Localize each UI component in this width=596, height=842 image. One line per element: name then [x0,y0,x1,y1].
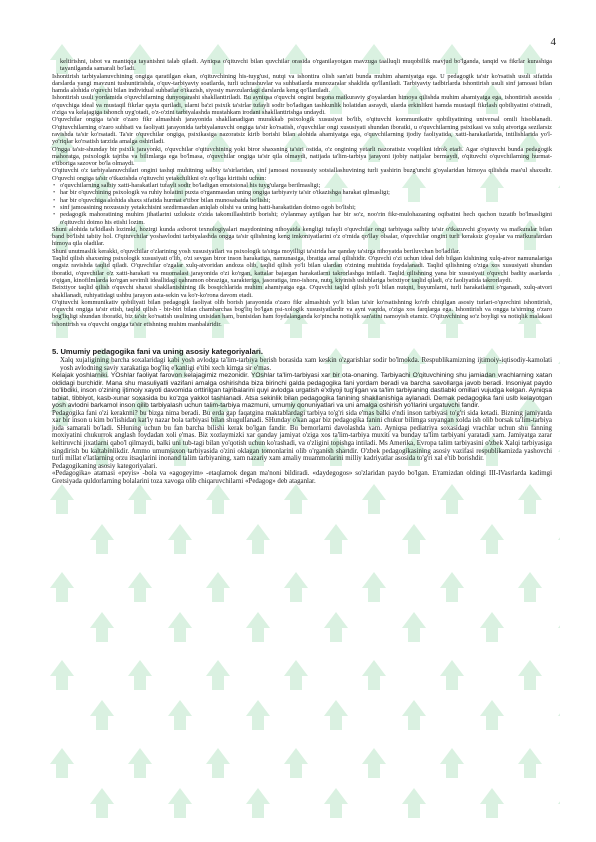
paragraph: O'qituvchi o'z tarbiyalanuvchilari ongini tashqi muhitning salbiy ta'sirlaridan, sinf jamoasi noxususiy sotsiallashuvining turli yashirin buzg'unchi g'oyalaridan himoya qilishda mas'ul shaxsdir. O'quvchi ongiga ta'sir o'tkazishda o'qituvchi yetakchilikni o'z qo'liga kiritishi uchun: [52,167,552,182]
list-item: • har bir o'quvchining psixologik va ruhiy holatini puxta o'rganmasdan uning ongiga tarbiyaviy ta'sir o'tkazishga harakat qilmasligi; [52,189,552,196]
paragraph: «Pedagogika» atamasi «peyis» -bola va «agogeyim» -etaqlamok degan ma'noni bildiradi. «daydegogos» so'zlaridan paydo bo'lgan. E'ramizdan oldingi III-IVasrlarda kadimgi Gretsiyada quldorlarning bolalarini toza xavoga olib chiqaruvchilarni «Pedagog» deb ataganlar. [52,470,552,485]
subheading: Pedagogikaning asosiy kategoriyalari. [52,462,158,470]
paragraph: O'ngga ta'sir-shunday bir psixik jarayonki, o'quvchilar o'qituvchining yoki biror shaxsning ta'siri ostida, o'z ongining yetarli nazoratisiz voqelikni idrok etadi. Agar o'qituvchi bunda pedagogik mahoratga, psixologik tajriba va bilimlarga ega bo'lmasa, o'quvchilar ongiga ta'sir qila olmaydi, natijada ta'lim-tarbiya jarayoni ijobiy natijalar bermaydi, o'qituvchi o'quvchilarning hurmat-e'tiboriga sazovor bo'la olmaydi. [52,145,552,168]
list-item: • o'quvchilarning salbiy xatti-harakatlari tufayli sodir bo'ladigan emotsional his tuyg'ularga berilmasligi; [52,182,552,189]
list-item: • har bir o'quvchiga alohida shaxs sifatida hurmat e'tibor bilan munosabatda bo'lishi; [52,197,552,204]
paragraph: O'quvchilar ongiga ta'sir o'zaro fikr almashish jarayonida shakllanadigan murakkab psixologik xususiyat bo'lib, o'qituvchi kommunikativ qobiliyatining universal omili hisoblanadi. O'qituvchilarning o'zaro suhbati va faoliyati jarayonida tarbiyalanuvchi ongiga ta'sir ko'rsatish, o'quvchilar ongi xususiyati shundan iboratki, u o'quvchilarning psixikasi va xulq atvoriga sezilarsiz ravishda ta'sir ko'rsatadi. Ta'sir o'quvchilar ongiga, psixikasiga nazoratsiz kirib borishi bilan alohida ahamiyatga ega, o'quvchilarning ijodiy faoliyatida, xatti-harakatlarida, intilishlarida yo'l-yo'riqlar ko'rsatish tarzida amalga oshiriladi. [52,116,552,146]
paragraph: keltirishni, isbot va mantiqqa tayanishni talab qiladi. Ayniqsa o'qituvchi bilan quvchilar orasida o'rganilayotgan mavzuga taalluqli muqobillik mavjud bo'lganda, tanqid va fikrlar kurashiga tayanilganda samarali bo'ladi. [60,58,552,73]
bullet-list [52,182,552,226]
paragraph: Shuni alohida ta'kidlash lozimki, hozirgi kunda axborot texnologiyalari maydonining nihoyatda kengligi tufayli o'quvchilar ongi tarbiyaga salbiy ta'sir o'tkazuvchi g'oyaviy va mafkuralar bilan band bo'lishi tabiiy hol. O'qituvchilar yoshavlodni tarbiyalashda ongga ta'sir qilishning keng imkoniyatlarini o'z o'rnida qo'llay olsalar, o'quvchilar ongini turli keraksiz g'oyalar va mafkuralardan himoya qila oladilar. [52,225,552,248]
paragraph: Pedagogika fani o'zi keraknni? bu bizga nima beradi. Bu erda gap faqatgina maktablardagi tarbiya to'g'ri sida e'mas balki e'ndi inson tarbiyasi to'g'ri sida ketadi. Bizning jamiyatda xar bir inson u kim bo'lishidan kat'iy nazar bola tarbiyasi bilan shugullanadi. SHunday o'kan agar biz pedagogika fanini chukur bilimga suyangan xolda ish olib borsak ta'lim-tarbiya juda samarali bo'ladi. SHuning uchun bu fan barcha bilishi kerak bo'lgan fandir. Bu bemorlarni davolashda xam. Ayniqsa pediatriya soxasidagi vrachlar uchun shu fanning moxiyatini chukurrok anglash foydadan xoli e'mas. Biz xozlaymizki xar qanday jamiyat o'ziga xos ta'lim-tarbiya muxiti va bunday ta'lim tarbiyani yaratadi xam. Jamiyatga zarar keltiruvchi jixatlarni qabo'l qilmaydi, balki uni tub-tagi bilan yo'qotish uchun ko'rashadi, va o'zligini topishga intiladi. Ms Amerika, Evropa talim tarbiyasini o'zbek Xalqi tarbiyasiga singdirish bu kaltabinlikdir. Ammo umumjaxon tarbiyasida o'zini oklagan tomonlarini olib o'rganish shartdir. O'zbek pedagogikasining asosiy vazifasi respublikamizda yashovchi turli millat e'latlarning orzu itsaqlarini inonand talim tarbiyaning, xam nazariy xam amaliy muammolarini milliy kadriyatlar asosida to'g'ri xal e'tib borishdir. [52,409,552,463]
paragraph: O'qituvchi kommunikativ qobiliyati bilan pedagogik faoliyat olib borish jarayonida o'zaro fikr almashish yo'li bilan ta'sir ko'rsatishning ko'rib chiqilgan asosiy turlari-o'quvchini ishontirish, o'quvchi ongiga ta'sir etish, taqlid qilish - bir-biri bilan chambarchas bog'liq bo'lgan psi-xologik xususiyatlardir va ayni vaqtda, o'ziga xos farqlarga ega. Ishontirish va ongga ta'sirning o'zaro bog'liqligi shundan iboratki, biz ta'sir ko'rsatish usulining unisidan ham, bunisidan ham foydalanganda ko'pincha notiqlik san'atini namoyish etamiz. O'qituvchining so'z boyligi va notiqlik malakasi ishontirish va o'quvchi ongiga ta'sir etishning muhim manbalaridir. [52,298,552,328]
list-item: • sinf jamoasining noxususiy yetakchisini sezdirmasdan aniqlab olishi va uning hatti-harakatidan doimo ogoh bo'lishi; [52,204,552,211]
paragraph: Shuni unutmaslik kerakki, o'quvchilar o'zlarining yosh xususiyatlari va psixologik ta'sirga moyilligi ta'sirida har qanday ta'sirga nihoyatda beriluvchan bo'ladilar. [52,247,461,255]
paragraph: Xalq xujaligining barcha soxalaridagi kabi yosh avlodga ta'lim-tarbiya berish borasida xam keskin o'zgarishlar sodir bo'lmokda. Respublikamizning ijtimoiy-iqtisodiy-kamolati yosh avlodning saviy xarakatiga bog'liq e'kanligi e'tibi xech kimga sir e'mas. [60,356,552,372]
body-text [52,58,552,485]
paragraph: Beixtiyor taqlid qilish o'quvchi shaxsi shakllanishining ilk bosqichlarida muhim ahamiyatga ega. O'quvchi taqlid qilish yo'li bilan nutqni, buyumlarni, turli harakatlarni o'rganadi, xulq-atvori shakllanadi, ruhiyatidagi ushbu jarayon asta-sekin va ko'r-ko'rona davom etadi. [52,284,552,299]
paragraph: Ishontirish tarbiyalanuvchining ongiga qaratilgan ekan, o'qituvchining his-tuyg'usi, nutqi va ishontira olish san'ati bunda muhim ahamiyatga ega. U pedagogik ta'sir ko'rsatish usuli sifatida darslarda yangi mavzuni tushuntirishda, o'quv-tarbiyaviy soatlarda, turli uchrashuvlar va suhbatlarda munozaralar shaklida qo'llaniladi. Tarbiyaviy tadbirlarda ishontirish usuli sinf jamoasi bilan hamda alohida o'quvchi bilan individual suhbatlar o'tkazish, siyosiy mavzulardagi darslarda keng qo'llaniladi. [52,72,552,95]
paragraph: Ishontirish usuli yordamida o'quvchilarning dunyoqarashi shakllantiriladi. Bu ayniqsa o'quvchi ongini begona mafkuraviy g'oyalardan himoya qilishda muhim ahamiyatga ega, ishontirish asosida o'quvchiga ideal va mustaqil fikrlar qayta quriladi, ularni ba'zi psixik ta'sirlar tufayli sodir bo'ladigan tashkunlik holatidan asraydi, ularda erkinlikni hamda mustaqil fikrlash qobiliyatini o'stiradi, o'ziga va kelajagiga ishonch uyg'otadi, o'z-o'zini tarbiyalashda mustahkam irodani shakllantirishga undaydi. [52,94,552,117]
list-item: • pedagogik mahoratining muhim jihatlarini uzluksiz o'zida takomillashtirib borishi; o'ylanmay aytilgan har bir so'z, noo'rin fikr-mulohazaning oqibatini hech qachon tuzatib bo'lmasligini o'qituvchi doimo his etishi lozim. [52,211,552,226]
paragraph: Taqlid qilish shaxsning psixologik xususiyati o'lib, o'zi sevgan biror inson harakatiga, namunasiga, ibratiga amal qilishidir. O'quvchi o'zi uchun ideal deb bilgan kishining xulq-atvor namunalariga ongsiz ravishda taqlid qiladi. O'quvchilar o'zgalar xulq-atvoridan andoza olib, taqlid qilish yo'li bilan ulardan o'zining muhitida foydalanadi. Taqlid qilishning o'ziga xos xususiyati shundan iboratki, o'quvchilar o'z xatti-harakati va muomalasi jarayonida o'zi ko'rgan, kattalar bajargan harakatlarni takrorlashga intiladi. Taqlid qilishning yana bir xususiyati o'quvchi badiiy asarlarda o'qigan, kinofilmlarda ko'rgan sevimli ideallidagi qahramon obraziga, xarakteriga, jasoratiga, imo-ishora, nutq, kiyinish uslublariga beixtiyor taqlid qiladi, o'z faoliyatida takrorlaydi. [52,255,552,284]
paragraph: Kelajak yoshlarniki. YOshlar faoliyat farovon kelajagimiz mezonidir. YOshlar ta'lim-tarbiyasi xar bir ota-onaning. Tarbiyachi O'qituvchining shu jamiadan vrachlarning xatan oldidagi burchidir. Mana shu masuliyatli vazifani amalga oshirishda biza birinchi galda pedagogika fani yordam beradi va barcha savollarga javob beradi. Insoniyat paydo bo'libdiki, inson o'zining ijtimoiy xayoti davomida orttirilgan tajribalarini quyi avlodga urgatish e'xtiyoji tug'ilgan va ta'lim tarbiyaning dastlabki omillari vujudga kelgan. Ayniqsa tabiat, tibbiyot, kasb-xunar soxasida bu ko'zga yakkol tashlanadi. Atsa sekinlik bilan pedagogika fanining shakllanishiga aylanadi. Demak pedagogika fani uslb kelayotgan yosh avlodni barkamol inson qilib tarbiyalash uchun talim-tarbiya mazmuni, umumiy qonuniyatlari va uni amalga oshirish yo'llarini urgatuvchi fandir. [52,372,552,410]
page-number: 4 [550,36,556,48]
section-heading: 5. Umumiy pedagogika fani va uning asosiy kategoriyalari. [52,346,264,356]
